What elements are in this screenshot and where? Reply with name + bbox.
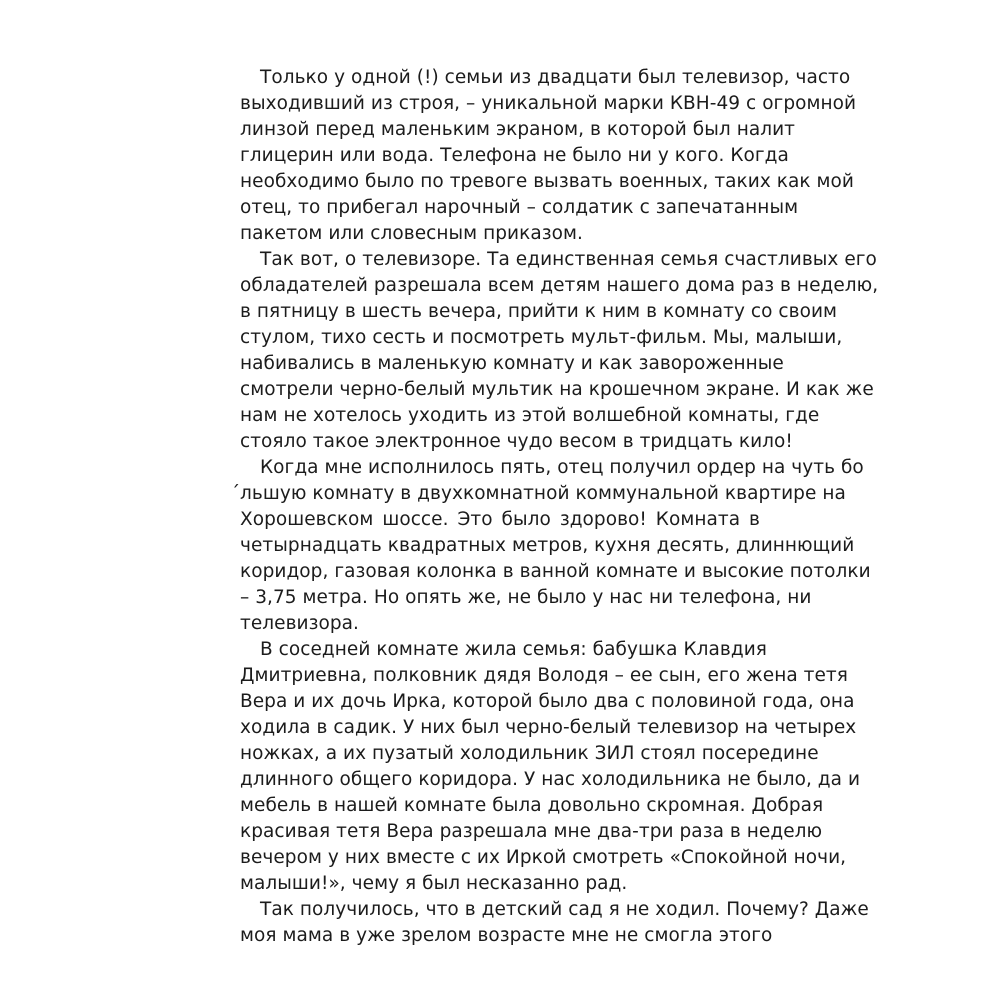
text-line: глицерин или вода. Телефона не было ни у кого. Когда (240, 145, 789, 166)
text-line: Так вот, о телевизоре. Та единственная семья счастливых его (260, 249, 877, 270)
text-line: Только у одной (!) семьи из двадцати был телевизор, часто (260, 67, 851, 88)
text-line: – 3,75 метра. Но опять же, не было у нас ни телефона, ни (240, 587, 812, 608)
text-line: Дмитриевна, полковник дядя Володя – ее сын, его жена тетя (240, 665, 848, 686)
text-line: Хорошевском шоссе. Это было здорово! Комната в (240, 509, 760, 530)
text-line: смотрели черно-белый мультик на крошечном экране. И как же (240, 379, 874, 400)
text-line: отец, то прибегал нарочный – солдатик с запечатанным (240, 197, 799, 218)
text-line: длинного общего коридора. У нас холодильника не было, да и (240, 769, 861, 790)
text-line: стулом, тихо сесть и посмотреть мульт-фильм. Мы, малыши, (240, 327, 843, 348)
text-line: моя мама в уже зрелом возрасте мне не смогла этого (240, 925, 773, 946)
text-line: ходила в садик. У них был черно-белый телевизор на четырех (240, 717, 857, 738)
text-line: линзой перед маленьким экраном, в которой был налит (240, 119, 796, 140)
text-line: ножках, а их пузатый холодильник ЗИЛ стоял посередине (240, 743, 819, 764)
text-line: мебель в нашей комнате была довольно скромная. Добрая (240, 795, 824, 816)
text-line: вечером у них вместе с их Иркой смотреть «Спокойной ночи, (240, 847, 847, 868)
text-line: красивая тетя Вера разрешала мне два-три раза в неделю (240, 821, 823, 842)
text-line: Когда мне исполнилось пять, отец получил ордер на чуть бо (260, 457, 864, 478)
text-line: ́льшую комнату в двухкомнатной коммунальной квартире на (240, 483, 846, 504)
text-line: пакетом или словесным приказом. (240, 223, 583, 244)
text-line: коридор, газовая колонка в ванной комнате и высокие потолки (240, 561, 871, 582)
text-line: необходимо было по тревоге вызвать военных, таких как мой (240, 171, 854, 192)
text-line: в пятницу в шесть вечера, прийти к ним в комнату со своим (240, 301, 838, 322)
text-line: В соседней комнате жила семья: бабушка Клавдия (260, 639, 767, 660)
text-line: малыши!», чему я был несказанно рад. (240, 873, 628, 894)
text-line: обладателей разрешала всем детям нашего дома раз в неделю, (240, 275, 879, 296)
text-line: телевизора. (240, 613, 359, 634)
text-line: Вера и их дочь Ирка, которой было два с половиной года, она (240, 691, 855, 712)
text-line: стояло такое электронное чудо весом в тридцать кило! (240, 431, 793, 452)
text-line: Так получилось, что в детский сад я не ходил. Почему? Даже (260, 899, 869, 920)
text-line: четырнадцать квадратных метров, кухня десять, длиннющий (240, 535, 855, 556)
body-text (240, 65, 879, 949)
text-line: набивались в маленькую комнату и как завороженные (240, 353, 784, 374)
text-line: выходивший из строя, – уникальной марки КВН-49 с огромной (240, 93, 857, 114)
text-line: нам не хотелось уходить из этой волшебной комнаты, где (240, 405, 820, 426)
